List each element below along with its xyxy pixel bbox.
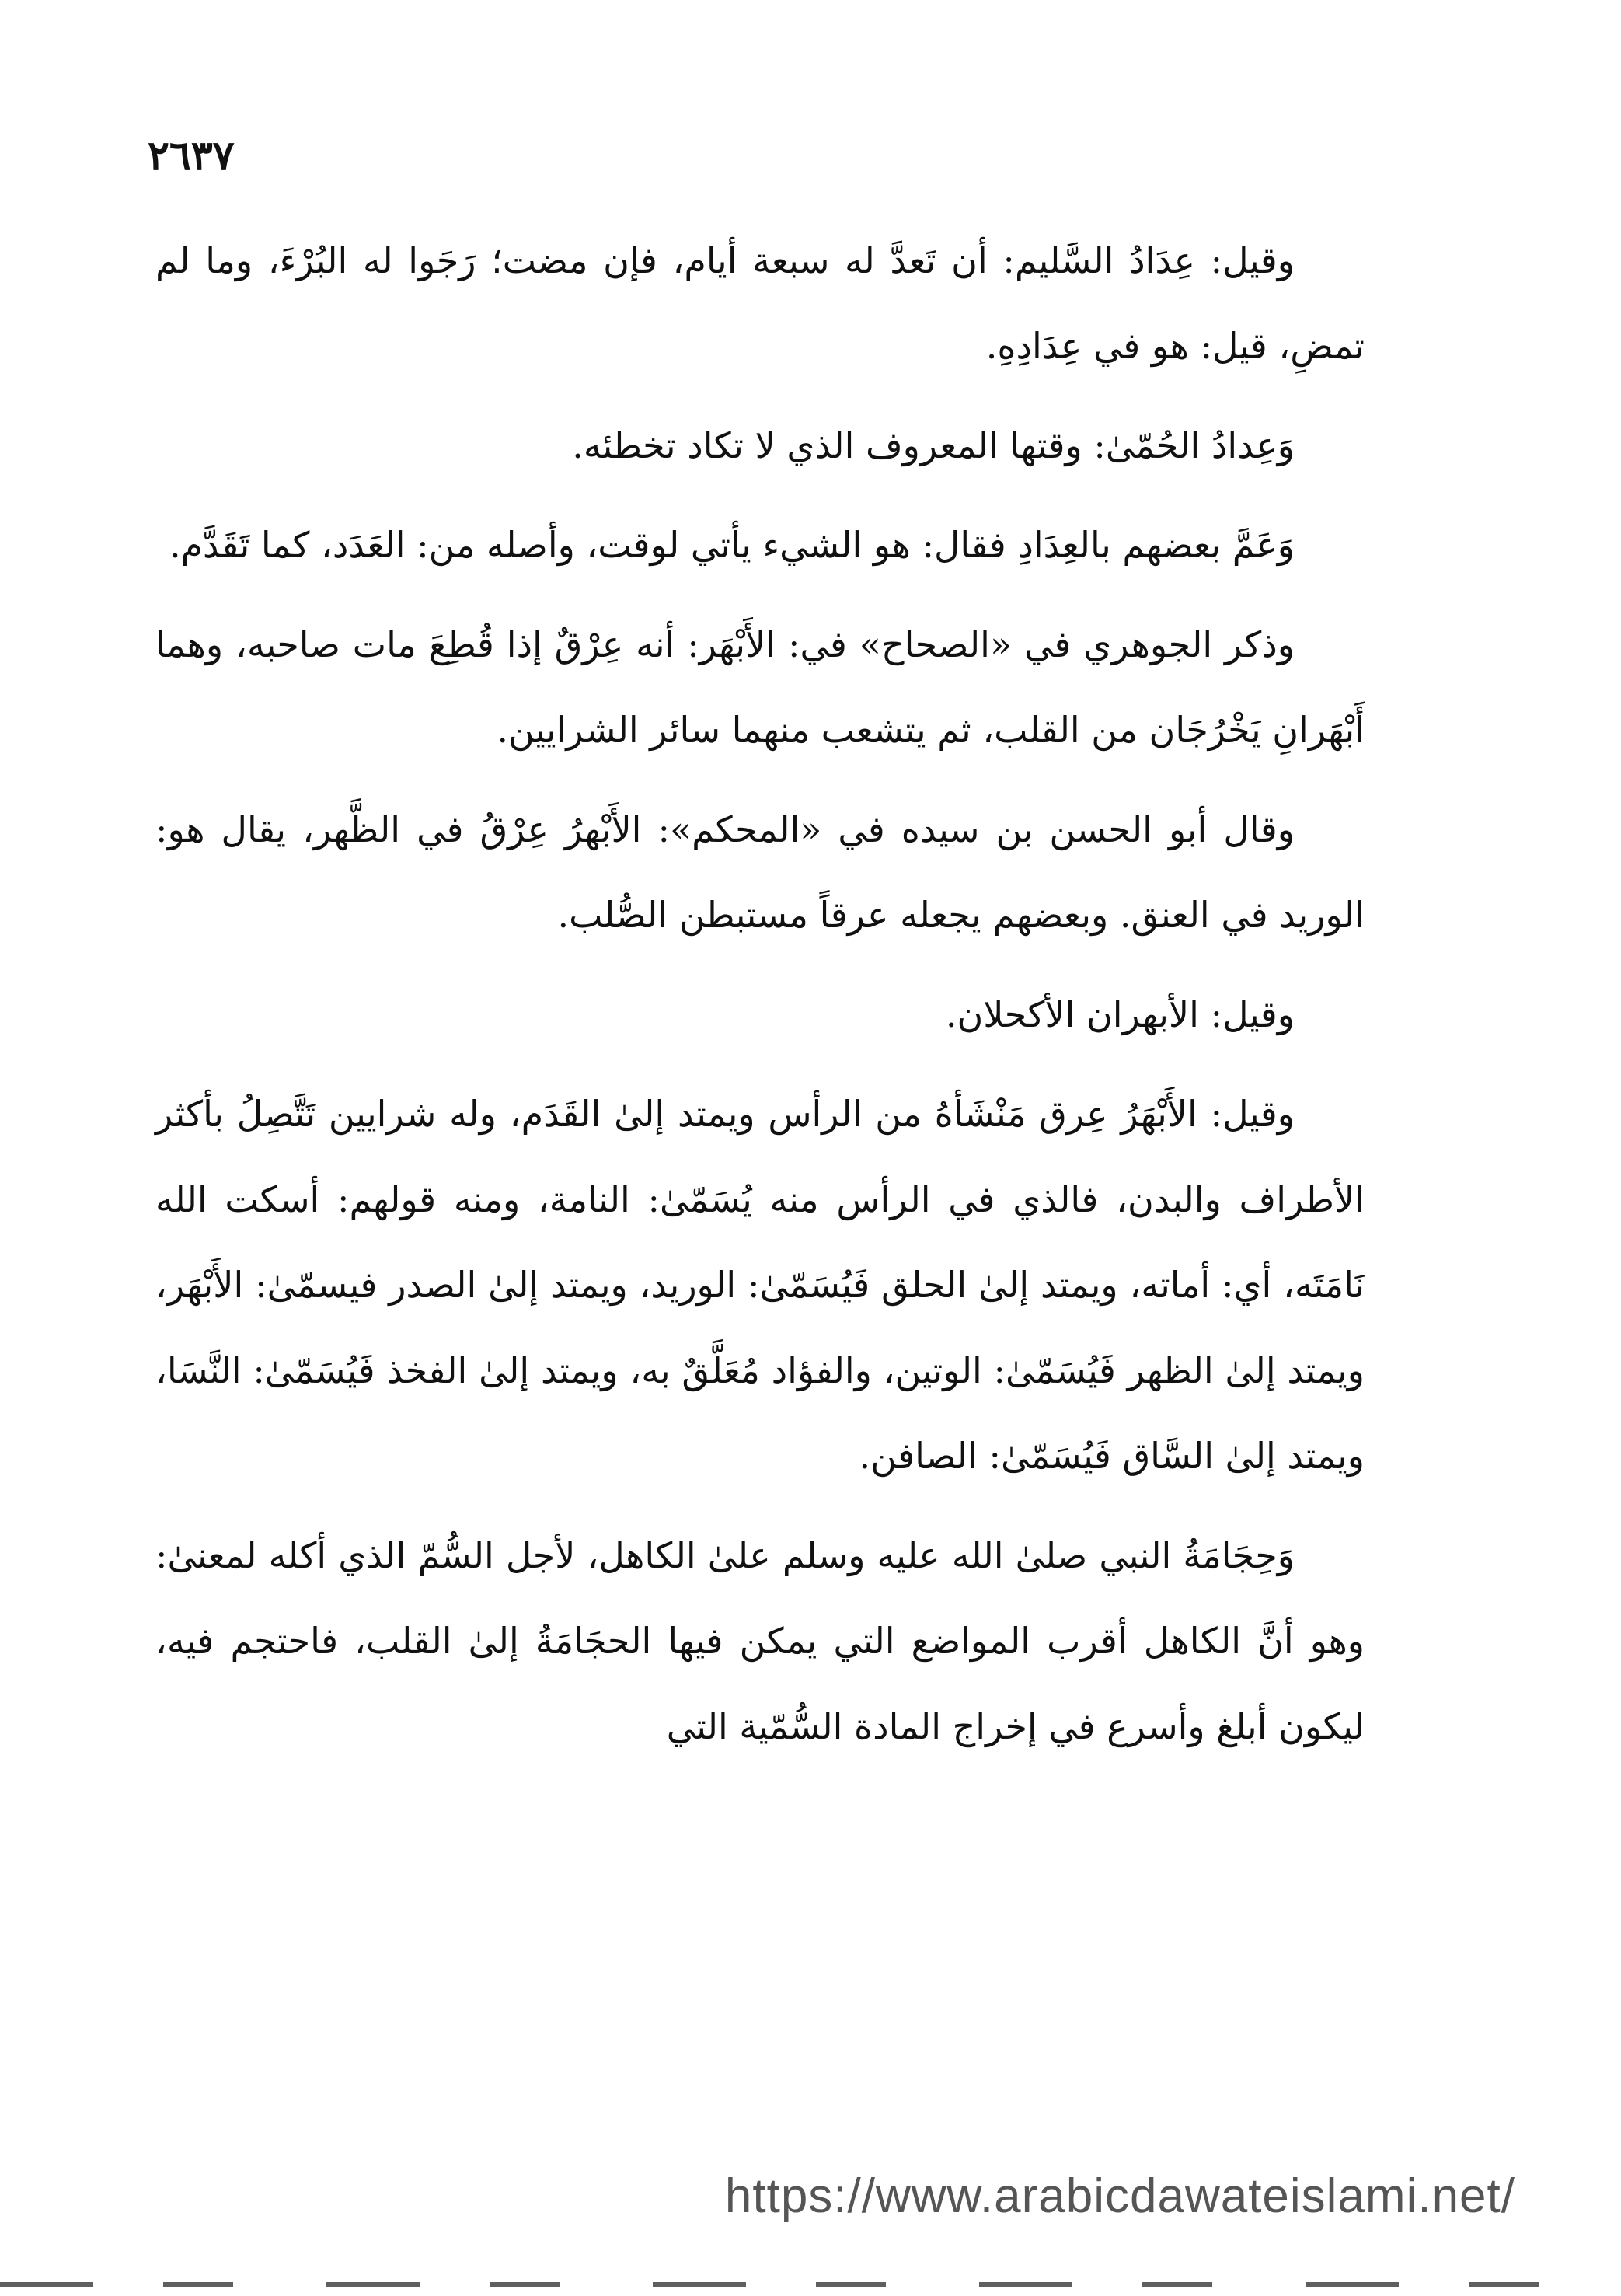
paragraph-4: وذكر الجوهري في «الصحاح» في: الأَبْهَر: أنه عِرْقٌ إذا قُطِعَ مات صاحبه، وهما أَبْهَرانِ يَخْرُجَان من القلب، ثم يتشعب منهما سائر الشرايين. — [155, 623, 1365, 751]
paragraph-3: وَعَمَّ بعضهم بالعِدَادِ فقال: هو الشيء يأتي لوقت، وأصله من: العَدَد، كما تَقَدَّم. — [169, 524, 1295, 566]
paragraph-1: وقيل: عِدَادُ السَّليم: أن تَعدَّ له سبعة أيام، فإن مضت؛ رَجَوا له البُرْءَ، وما لم تمضِ، قيل: هو في عِدَادِهِ. — [155, 239, 1365, 367]
watermark-url: https://www.arabicdawateislami.net/ — [724, 2169, 1515, 2223]
paragraph-2: وَعِدادُ الحُمّىٰ: وقتها المعروف الذي لا تكاد تخطئه. — [572, 424, 1295, 466]
paragraph-6: وقيل: الأبهران الأكحلان. — [945, 993, 1295, 1035]
paragraph-5: وقال أبو الحسن بن سيده في «المحكم»: الأَبْهرُ عِرْقُ في الظَّهر، يقال هو: الوريد في العنق. وبعضهم يجعله عرقاً مستبطن الصُّلب. — [155, 808, 1365, 936]
scan-edge-divider — [0, 2282, 1621, 2287]
paragraph-8: وَحِجَامَةُ النبي صلىٰ الله عليه وسلم علىٰ الكاهل، لأجل السُّمّ الذي أكله لمعنىٰ: وهو أنَّ الكاهل أقرب المواضع التي يمكن فيها الحجَامَةُ إلىٰ القلب، فاحتجم فيه، ليكون أبلغ وأسرع في إخراج المادة السُّمّية التي — [155, 1534, 1365, 1747]
paragraph-7: وقيل: الأَبْهَرُ عِرق مَنْشَأهُ من الرأس ويمتد إلىٰ القَدَم، وله شرايين تَتَّصِلُ بأكثر الأطراف والبدن، فالذي في الرأس منه يُسَمّىٰ: النامة، ومنه قولهم: أسكت الله نَامَتَه، أي: أماته، ويمتد إلىٰ الحلق فَيُسَمّىٰ: الوريد، ويمتد إلىٰ الصدر فيسمّىٰ: الأَبْهَر، ويمتد إلىٰ الظهر فَيُسَمّىٰ: الوتين، والفؤاد مُعَلَّقٌ به، ويمتد إلىٰ الفخذ فَيُسَمّىٰ: النَّسَا، ويمتد إلىٰ السَّاق فَيُسَمّىٰ: الصافن. — [155, 1093, 1365, 1477]
body-text — [155, 218, 1365, 1774]
page-number: ٢٦٣٧ — [148, 132, 235, 180]
